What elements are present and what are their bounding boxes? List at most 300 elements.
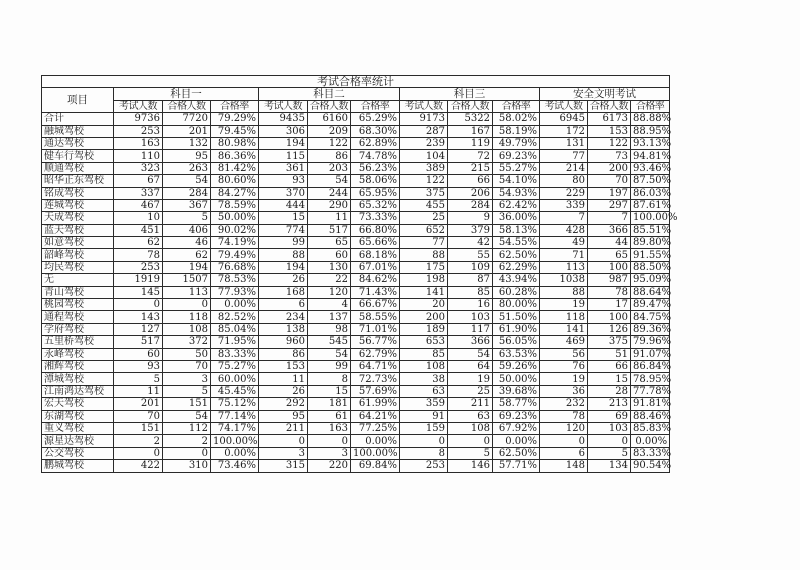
value-cell: 77 <box>400 237 448 249</box>
value-cell: 56.23% <box>351 162 400 174</box>
table-row <box>42 187 670 199</box>
value-cell: 55.27% <box>493 162 540 174</box>
value-cell: 315 <box>259 460 308 472</box>
value-cell: 194 <box>259 261 308 273</box>
column-header: 合格人数 <box>163 100 211 112</box>
value-cell: 89.36% <box>631 323 670 335</box>
value-cell: 4 <box>308 299 351 311</box>
value-cell: 25 <box>400 212 448 224</box>
value-cell: 85 <box>400 348 448 360</box>
value-cell: 9 <box>448 212 493 224</box>
value-cell: 46 <box>163 237 211 249</box>
value-cell: 86.84% <box>631 360 670 372</box>
value-cell: 138 <box>259 323 308 335</box>
value-cell: 112 <box>163 422 211 434</box>
value-cell: 42 <box>448 237 493 249</box>
value-cell: 100.00% <box>211 435 259 447</box>
value-cell: 91.07% <box>631 348 670 360</box>
value-cell: 467 <box>114 199 163 211</box>
subject-header: 科目三 <box>400 88 540 100</box>
value-cell: 323 <box>114 162 163 174</box>
value-cell: 375 <box>588 336 631 348</box>
value-cell: 3 <box>308 447 351 459</box>
table-row <box>42 261 670 273</box>
value-cell: 62.42% <box>493 199 540 211</box>
value-cell: 61 <box>308 410 351 422</box>
school-name-cell: 公交驾校 <box>42 447 114 459</box>
value-cell: 60.00% <box>211 373 259 385</box>
value-cell: 91.55% <box>631 249 670 261</box>
value-cell: 26 <box>259 385 308 397</box>
value-cell: 72.73% <box>351 373 400 385</box>
table-title: 考试合格率统计 <box>42 76 670 88</box>
school-name-cell: 桃园驾校 <box>42 299 114 311</box>
value-cell: 45.45% <box>211 385 259 397</box>
value-cell: 372 <box>163 336 211 348</box>
value-cell: 62.29% <box>493 261 540 273</box>
school-name-cell: 蓝天驾校 <box>42 224 114 236</box>
value-cell: 119 <box>448 137 493 149</box>
column-header: 合格率 <box>631 100 670 112</box>
value-cell: 76 <box>540 360 588 372</box>
school-name-cell: 永峰驾校 <box>42 348 114 360</box>
value-cell: 71 <box>540 249 588 261</box>
value-cell: 78.95% <box>631 373 670 385</box>
table-row <box>42 460 670 472</box>
value-cell: 26 <box>259 274 308 286</box>
value-cell: 88.46% <box>631 410 670 422</box>
value-cell: 0.00% <box>493 435 540 447</box>
value-cell: 79.49% <box>211 249 259 261</box>
value-cell: 132 <box>163 137 211 149</box>
value-cell: 76.68% <box>211 261 259 273</box>
value-cell: 200 <box>588 162 631 174</box>
value-cell: 103 <box>588 422 631 434</box>
value-cell: 62 <box>163 249 211 261</box>
value-cell: 517 <box>114 336 163 348</box>
value-cell: 85.83% <box>631 422 670 434</box>
value-cell: 126 <box>588 323 631 335</box>
value-cell: 54 <box>308 175 351 187</box>
value-cell: 62.79% <box>351 348 400 360</box>
value-cell: 209 <box>308 125 351 137</box>
value-cell: 85 <box>448 286 493 298</box>
value-cell: 61.90% <box>493 323 540 335</box>
value-cell: 94.81% <box>631 150 670 162</box>
value-cell: 120 <box>308 286 351 298</box>
value-cell: 15 <box>588 373 631 385</box>
value-cell: 284 <box>448 199 493 211</box>
value-cell: 110 <box>114 150 163 162</box>
value-cell: 148 <box>540 460 588 472</box>
value-cell: 62.50% <box>493 249 540 261</box>
value-cell: 6173 <box>588 113 631 125</box>
value-cell: 65 <box>588 249 631 261</box>
value-cell: 11 <box>114 385 163 397</box>
value-cell: 284 <box>163 187 211 199</box>
value-cell: 80 <box>540 175 588 187</box>
table-row <box>42 175 670 187</box>
table-row <box>42 336 670 348</box>
value-cell: 389 <box>400 162 448 174</box>
school-name-cell: 通达驾校 <box>42 137 114 149</box>
value-cell: 54 <box>163 175 211 187</box>
value-cell: 95.09% <box>631 274 670 286</box>
value-cell: 310 <box>163 460 211 472</box>
value-cell: 220 <box>308 460 351 472</box>
value-cell: 100 <box>588 261 631 273</box>
value-cell: 9173 <box>400 113 448 125</box>
subject-header: 安全文明考试 <box>540 88 670 100</box>
value-cell: 69.23% <box>493 410 540 422</box>
value-cell: 56 <box>540 348 588 360</box>
table-row <box>42 286 670 298</box>
value-cell: 545 <box>308 336 351 348</box>
value-cell: 50 <box>163 348 211 360</box>
school-name-cell: 宏天驾校 <box>42 398 114 410</box>
value-cell: 367 <box>163 199 211 211</box>
value-cell: 113 <box>163 286 211 298</box>
value-cell: 36.00% <box>493 212 540 224</box>
column-header: 合格率 <box>211 100 259 112</box>
value-cell: 987 <box>588 274 631 286</box>
value-cell: 89.80% <box>631 237 670 249</box>
value-cell: 146 <box>448 460 493 472</box>
value-cell: 0 <box>114 447 163 459</box>
value-cell: 287 <box>400 125 448 137</box>
value-cell: 66 <box>448 175 493 187</box>
value-cell: 359 <box>400 398 448 410</box>
value-cell: 214 <box>540 162 588 174</box>
value-cell: 71.01% <box>351 323 400 335</box>
value-cell: 88.88% <box>631 113 670 125</box>
school-name-cell: 源星达驾校 <box>42 435 114 447</box>
value-cell: 88 <box>259 249 308 261</box>
value-cell: 58.02% <box>493 113 540 125</box>
value-cell: 7 <box>588 212 631 224</box>
value-cell: 87 <box>448 274 493 286</box>
value-cell: 108 <box>400 360 448 372</box>
value-cell: 19 <box>448 373 493 385</box>
value-cell: 153 <box>259 360 308 372</box>
value-cell: 0 <box>540 435 588 447</box>
value-cell: 122 <box>308 137 351 149</box>
value-cell: 99 <box>308 360 351 372</box>
school-name-cell: 顺通驾校 <box>42 162 114 174</box>
value-cell: 17 <box>588 299 631 311</box>
value-cell: 65 <box>308 237 351 249</box>
value-cell: 175 <box>400 261 448 273</box>
value-cell: 51 <box>588 348 631 360</box>
value-cell: 98 <box>308 323 351 335</box>
value-cell: 54.10% <box>493 175 540 187</box>
value-cell: 68.30% <box>351 125 400 137</box>
value-cell: 469 <box>540 336 588 348</box>
value-cell: 15 <box>259 212 308 224</box>
value-cell: 73 <box>588 150 631 162</box>
school-name-cell: 合计 <box>42 113 114 125</box>
value-cell: 56.77% <box>351 336 400 348</box>
value-cell: 78.53% <box>211 274 259 286</box>
value-cell: 58.06% <box>351 175 400 187</box>
column-header: 合格人数 <box>448 100 493 112</box>
value-cell: 55 <box>448 249 493 261</box>
value-cell: 151 <box>114 422 163 434</box>
value-cell: 93 <box>114 360 163 372</box>
value-cell: 113 <box>540 261 588 273</box>
value-cell: 141 <box>540 323 588 335</box>
value-cell: 104 <box>400 150 448 162</box>
school-name-cell: 湘辉驾校 <box>42 360 114 372</box>
value-cell: 69.23% <box>493 150 540 162</box>
value-cell: 90.54% <box>631 460 670 472</box>
value-cell: 451 <box>114 224 163 236</box>
value-cell: 84.27% <box>211 187 259 199</box>
value-cell: 86 <box>259 348 308 360</box>
column-header: 合格人数 <box>588 100 631 112</box>
value-cell: 120 <box>540 422 588 434</box>
value-cell: 151 <box>163 398 211 410</box>
value-cell: 66 <box>588 360 631 372</box>
value-cell: 444 <box>259 199 308 211</box>
value-cell: 38 <box>400 373 448 385</box>
value-cell: 244 <box>308 187 351 199</box>
value-cell: 0 <box>163 299 211 311</box>
table-row <box>42 410 670 422</box>
value-cell: 93.46% <box>631 162 670 174</box>
table-row <box>42 422 670 434</box>
value-cell: 253 <box>400 460 448 472</box>
value-cell: 85.51% <box>631 224 670 236</box>
value-cell: 72 <box>448 150 493 162</box>
item-header: 项目 <box>42 88 114 113</box>
value-cell: 20 <box>400 299 448 311</box>
value-cell: 54 <box>448 348 493 360</box>
school-name-cell: 东湖驾校 <box>42 410 114 422</box>
value-cell: 253 <box>114 261 163 273</box>
school-name-cell: 昭华正东驾校 <box>42 175 114 187</box>
value-cell: 93 <box>259 175 308 187</box>
table-row <box>42 348 670 360</box>
school-name-cell: 潭城驾校 <box>42 373 114 385</box>
value-cell: 49 <box>540 237 588 249</box>
value-cell: 168 <box>259 286 308 298</box>
value-cell: 79.96% <box>631 336 670 348</box>
value-cell: 239 <box>400 137 448 149</box>
value-cell: 960 <box>259 336 308 348</box>
value-cell: 22 <box>308 274 351 286</box>
table-row <box>42 212 670 224</box>
subject-header: 科目二 <box>259 88 400 100</box>
value-cell: 77.25% <box>351 422 400 434</box>
value-cell: 292 <box>259 398 308 410</box>
value-cell: 172 <box>540 125 588 137</box>
value-cell: 10 <box>114 212 163 224</box>
value-cell: 8 <box>400 447 448 459</box>
value-cell: 206 <box>448 187 493 199</box>
value-cell: 90.02% <box>211 224 259 236</box>
column-header: 合格人数 <box>308 100 351 112</box>
value-cell: 5 <box>163 212 211 224</box>
value-cell: 203 <box>308 162 351 174</box>
value-cell: 79.29% <box>211 113 259 125</box>
value-cell: 25 <box>448 385 493 397</box>
value-cell: 69.84% <box>351 460 400 472</box>
value-cell: 49.79% <box>493 137 540 149</box>
value-cell: 5 <box>163 385 211 397</box>
value-cell: 63 <box>448 410 493 422</box>
value-cell: 57.69% <box>351 385 400 397</box>
value-cell: 2 <box>163 435 211 447</box>
value-cell: 189 <box>400 323 448 335</box>
value-cell: 70 <box>163 360 211 372</box>
value-cell: 163 <box>308 422 351 434</box>
value-cell: 297 <box>588 199 631 211</box>
value-cell: 60.28% <box>493 286 540 298</box>
value-cell: 134 <box>588 460 631 472</box>
value-cell: 15 <box>308 385 351 397</box>
value-cell: 77 <box>540 150 588 162</box>
value-cell: 375 <box>400 187 448 199</box>
value-cell: 211 <box>259 422 308 434</box>
table-row <box>42 435 670 447</box>
value-cell: 77.93% <box>211 286 259 298</box>
value-cell: 63 <box>400 385 448 397</box>
value-cell: 83.33% <box>211 348 259 360</box>
value-cell: 74.19% <box>211 237 259 249</box>
column-header: 合格率 <box>351 100 400 112</box>
value-cell: 234 <box>259 311 308 323</box>
value-cell: 73.33% <box>351 212 400 224</box>
school-name-cell: 天成驾校 <box>42 212 114 224</box>
value-cell: 211 <box>448 398 493 410</box>
value-cell: 78 <box>114 249 163 261</box>
value-cell: 163 <box>114 137 163 149</box>
column-header: 考试人数 <box>259 100 308 112</box>
value-cell: 58.55% <box>351 311 400 323</box>
value-cell: 71.43% <box>351 286 400 298</box>
table-row <box>42 113 670 125</box>
value-cell: 428 <box>540 224 588 236</box>
value-cell: 62 <box>114 237 163 249</box>
value-cell: 103 <box>448 311 493 323</box>
value-cell: 54.55% <box>493 237 540 249</box>
school-name-cell: 铭成驾校 <box>42 187 114 199</box>
value-cell: 87.61% <box>631 199 670 211</box>
table-row <box>42 249 670 261</box>
value-cell: 366 <box>588 224 631 236</box>
school-name-cell: 健车行驾校 <box>42 150 114 162</box>
value-cell: 2 <box>114 435 163 447</box>
value-cell: 100 <box>588 311 631 323</box>
pass-rate-table <box>41 75 678 473</box>
table-row <box>42 162 670 174</box>
value-cell: 67.01% <box>351 261 400 273</box>
value-cell: 0 <box>448 435 493 447</box>
value-cell: 200 <box>400 311 448 323</box>
value-cell: 78.59% <box>211 199 259 211</box>
value-cell: 115 <box>259 150 308 162</box>
value-cell: 379 <box>448 224 493 236</box>
value-cell: 9435 <box>259 113 308 125</box>
value-cell: 5 <box>114 373 163 385</box>
value-cell: 5 <box>448 447 493 459</box>
value-cell: 84.75% <box>631 311 670 323</box>
value-cell: 11 <box>259 373 308 385</box>
value-cell: 366 <box>448 336 493 348</box>
value-cell: 131 <box>540 137 588 149</box>
value-cell: 100.00% <box>631 212 670 224</box>
table-row <box>42 311 670 323</box>
school-name-cell: 韶峰驾校 <box>42 249 114 261</box>
value-cell: 455 <box>400 199 448 211</box>
value-cell: 73.46% <box>211 460 259 472</box>
value-cell: 143 <box>114 311 163 323</box>
value-cell: 54.93% <box>493 187 540 199</box>
value-cell: 64 <box>448 360 493 372</box>
value-cell: 229 <box>540 187 588 199</box>
value-cell: 43.94% <box>493 274 540 286</box>
value-cell: 36 <box>540 385 588 397</box>
value-cell: 64.21% <box>351 410 400 422</box>
value-cell: 50.00% <box>493 373 540 385</box>
value-cell: 89.47% <box>631 299 670 311</box>
value-cell: 306 <box>259 125 308 137</box>
value-cell: 9736 <box>114 113 163 125</box>
value-cell: 44 <box>588 237 631 249</box>
value-cell: 91 <box>400 410 448 422</box>
value-cell: 82.52% <box>211 311 259 323</box>
value-cell: 137 <box>308 311 351 323</box>
school-name-cell: 如意驾校 <box>42 237 114 249</box>
value-cell: 56.05% <box>493 336 540 348</box>
value-cell: 50.00% <box>211 212 259 224</box>
value-cell: 339 <box>540 199 588 211</box>
value-cell: 80.00% <box>493 299 540 311</box>
school-name-cell: 融城驾校 <box>42 125 114 137</box>
value-cell: 54 <box>163 410 211 422</box>
value-cell: 28 <box>588 385 631 397</box>
value-cell: 1507 <box>163 274 211 286</box>
value-cell: 62.50% <box>493 447 540 459</box>
value-cell: 197 <box>588 187 631 199</box>
value-cell: 68.18% <box>351 249 400 261</box>
value-cell: 70 <box>114 410 163 422</box>
table-row <box>42 137 670 149</box>
table-row <box>42 447 670 459</box>
value-cell: 198 <box>400 274 448 286</box>
school-name-cell: 均民驾校 <box>42 261 114 273</box>
value-cell: 5322 <box>448 113 493 125</box>
value-cell: 361 <box>259 162 308 174</box>
value-cell: 118 <box>540 311 588 323</box>
value-cell: 67 <box>114 175 163 187</box>
value-cell: 62.89% <box>351 137 400 149</box>
value-cell: 65.66% <box>351 237 400 249</box>
value-cell: 19 <box>540 299 588 311</box>
value-cell: 80.60% <box>211 175 259 187</box>
value-cell: 153 <box>588 125 631 137</box>
table-row <box>42 385 670 397</box>
value-cell: 263 <box>163 162 211 174</box>
value-cell: 5 <box>588 447 631 459</box>
column-header: 考试人数 <box>114 100 163 112</box>
value-cell: 86.36% <box>211 150 259 162</box>
table-row <box>42 237 670 249</box>
value-cell: 3 <box>163 373 211 385</box>
value-cell: 57.71% <box>493 460 540 472</box>
value-cell: 232 <box>540 398 588 410</box>
